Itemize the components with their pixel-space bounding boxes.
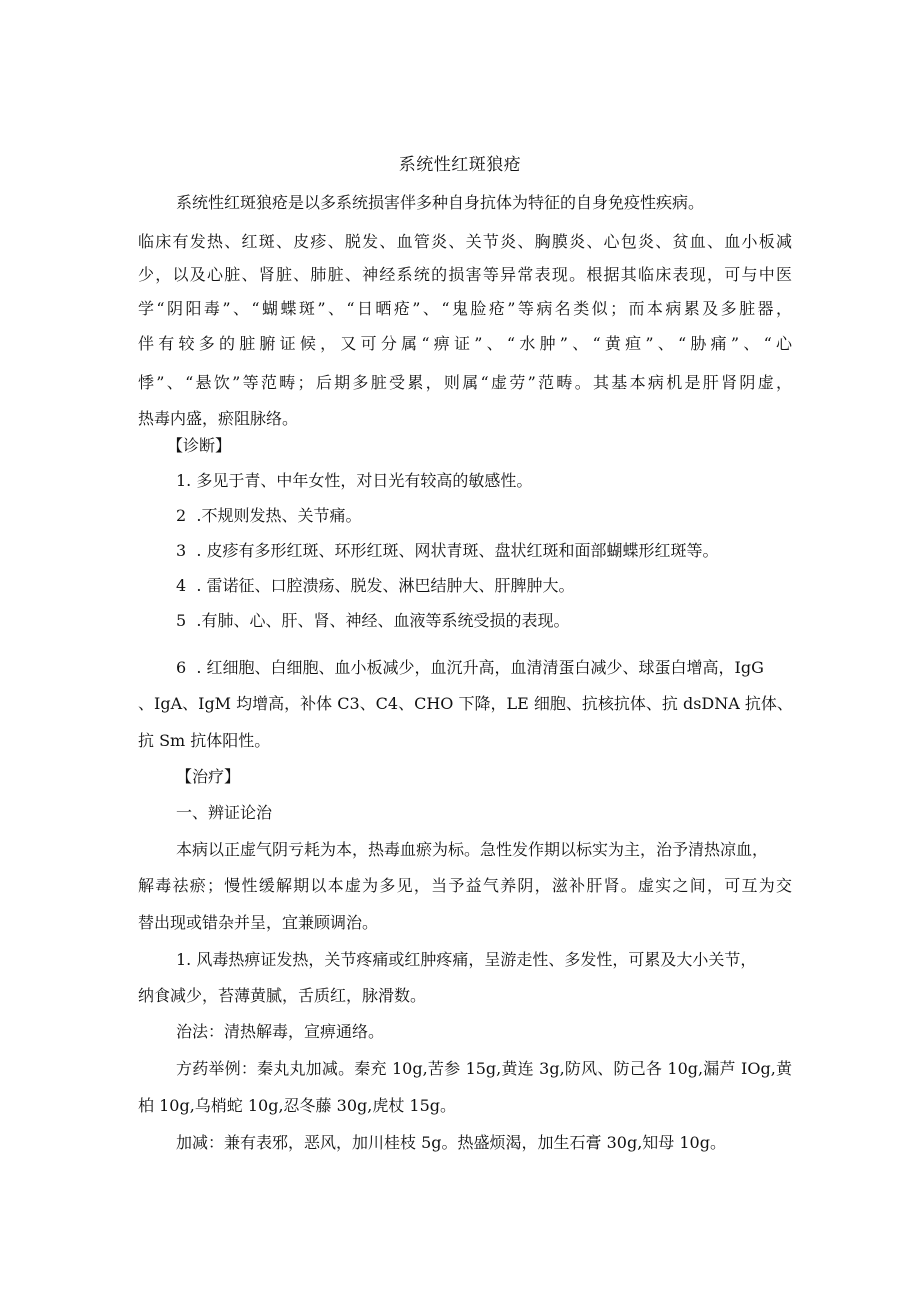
treatment-para-1-line-2: 解毒祛瘀；慢性缓解期以本虚为多见，当予益气养阴，滋补肝肾。虚实之间，可互为交: [138, 876, 792, 895]
intro-line-1: 系统性红斑狼疮是以多系统损害伴多种自身抗体为特征的自身免疫性疾病。: [176, 193, 705, 212]
intro-line-2: 临床有发热、红斑、皮疹、脱发、血管炎、关节炎、胸膜炎、心包炎、贫血、血小板减: [138, 232, 792, 251]
document-title: 系统性红斑狼疮: [398, 155, 522, 175]
diagnosis-item-6-line-3: 抗 Sm 抗体阳性。: [138, 731, 271, 750]
treatment-para-1-line-1: 本病以正虚气阴亏耗为本，热毒血瘀为标。急性发作期以标实为主，治予清热凉血，: [176, 840, 769, 859]
diagnosis-item-3: 3 . 皮疹有多形红斑、环形红斑、网状青斑、盘状红斑和面部蝴蝶形红斑等。: [176, 541, 719, 560]
treatment-section-1: 一、辨证论治: [176, 803, 273, 822]
diagnosis-item-2: 2 .不规则发热、关节痛。: [176, 506, 362, 525]
intro-line-7: 热毒内盛，瘀阻脉络。: [138, 409, 299, 428]
intro-line-3: 少，以及心脏、肾脏、肺脏、神经系统的损害等异常表现。根据其临床表现，可与中医: [138, 265, 792, 284]
treatment-para-1-line-3: 替出现或错杂并呈，宜兼顾调治。: [138, 913, 379, 932]
intro-line-5: 伴有较多的脏腑证候，又可分属“痹证”、“水肿”、“黄疸”、“胁痛”、“心: [138, 334, 792, 353]
diagnosis-item-6-line-2: 、IgA、IgM 均增高，补体 C3、C4、CHO 下降，LE 细胞、抗核抗体、抗 dsDNA 抗体、: [138, 694, 793, 713]
treatment-method: 治法：清热解毒，宣痹通络。: [176, 1022, 385, 1041]
diagnosis-item-4: 4 . 雷诺征、口腔溃疡、脱发、淋巴结肿大、肝脾肿大。: [176, 576, 575, 595]
intro-line-6: 悸”、“悬饮”等范畴；后期多脏受累，则属“虚劳”范畴。其基本病机是肝肾阴虚，: [138, 373, 792, 392]
treatment-recipe-line-2: 柏 10g,乌梢蛇 10g,忍冬藤 30g,虎杖 15g。: [138, 1096, 457, 1115]
diagnosis-item-1: 1. 多见于青、中年女性，对日光有较高的敏感性。: [176, 471, 533, 490]
treatment-item-1-line-1: 1. 风毒热痹证发热，关节疼痛或红肿疼痛，呈游走性、多发性，可累及大小关节，: [176, 950, 757, 969]
treatment-item-1-line-2: 纳食减少，苔薄黄腻，舌质红，脉滑数。: [138, 986, 427, 1005]
diagnosis-item-5: 5 .有肺、心、肝、肾、神经、血液等系统受损的表现。: [176, 611, 570, 630]
diagnosis-item-6-line-1: 6 . 红细胞、白细胞、血小板减少，血沉升高，血清清蛋白减少、球蛋白增高，IgG: [176, 658, 764, 677]
treatment-recipe-line-1: 方药举例：秦丸丸加减。秦充 10g,苦参 15g,黄连 3g,防风、防己各 10g,漏芦 IOg,黄: [176, 1059, 792, 1078]
intro-line-4: 学“阴阳毒”、“蝴蝶斑”、“日晒疮”、“鬼脸疮”等病名类似；而本病累及多脏器，: [138, 299, 792, 318]
treatment-modify: 加减：兼有表邪，恶风，加川桂枝 5g。热盛烦渴，加生石膏 30g,知母 10g。: [176, 1133, 726, 1152]
diagnosis-heading: 【诊断】: [167, 436, 232, 455]
treatment-heading: 【治疗】: [176, 767, 241, 786]
